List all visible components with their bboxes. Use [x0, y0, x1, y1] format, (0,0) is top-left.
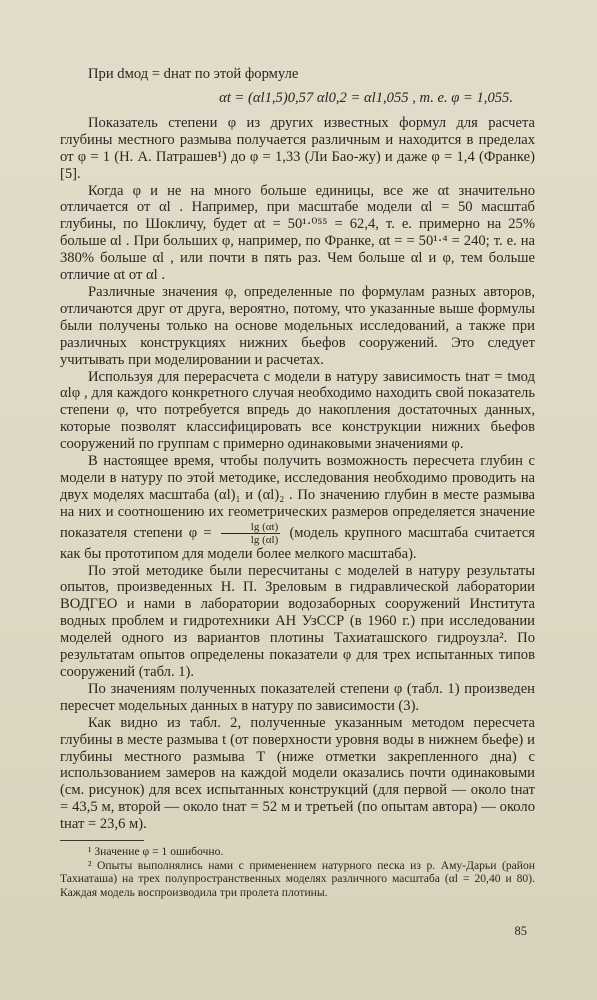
- fraction-denominator: lg (αl): [250, 533, 279, 546]
- paragraph-methodology: [60, 453, 535, 563]
- footnote-2: ² Опыты выполнялись нами с применением натурного песка из р. Аму-Дарьи (район Тахиаташа) на трех полупространственных моделях различного масштаба (αl = 20,40 и 80). Каждая модель воспроизводила три пролета плотины.: [60, 858, 535, 899]
- paragraph-experiments: По этой методике были пересчитаны с моделей в натуру результаты опытов, произведенных Н. П. Зреловым в гидравлической лаборатории ВОДГЕО и нами в лаборатории водозаборных сооружений Института водных проблем и гидротехники АН УзССР (в 1960 г.) при исследовании моделей одного из вариантов плотины Тахиаташского гидроузла². По результатам опытов определены показатели φ для трех испытанных типов сооружений (табл. 1).: [60, 562, 535, 680]
- paragraph-recalc-results: По значениям полученных показателей степени φ (табл. 1) произведен пересчет модельных данных в натуру по зависимости (3).: [60, 680, 535, 714]
- paragraph-methodology-text: В настоящее время, чтобы получить возможность пересчета глубин с модели в натуру по этой методике, исследования необходимо проводить на двух моделях масштаба (αl)₁ и (αl)₂ . По значению глубин в месте размыва на них и соотношению их геометрических размеров определяется значение показателя степени φ =: [60, 453, 535, 541]
- formula-intro-line: При dмод = dнат по этой формуле: [88, 66, 299, 82]
- footnote-divider: [60, 840, 144, 841]
- footnote-1: ¹ Значение φ = 1 ошибочно.: [88, 845, 224, 859]
- paragraph-recalculation: Используя для перерасчета с модели в натуру зависимость tнат = tмод αlφ , для каждого конкретного случая необходимо находить свой показатель степени φ, что потребуется впредь до накопления достаточных данных, которые позволят классифицировать все конструкции нижних бьефов сооружений по группам с примерно одинаковыми значениями φ.: [60, 368, 535, 453]
- paragraph-scale-example: Когда φ и не на много больше единицы, все же αt значительно отличается от αl . Например, при масштабе модели αl = 50 масштаб глубины, по Шокличу, будет αt = 50¹·⁰⁵⁵ = 62,4, т. е. примерно на 25% больше αl . При больших φ, например, по Франке, αt = = 50¹·⁴ = 240; т. е. на 380% больше αl , или почти в пять раз. Чем больше αl и φ, тем больше отличие αt от αl .: [60, 182, 535, 284]
- exponent-fraction: [221, 521, 280, 546]
- paragraph-table-2: Как видно из табл. 2, полученные указанным методом пересчета глубины в месте размыва t (от поверхности уровня воды в нижнем бьефе) и глубины местного размыва T (ниже отметки закрепленного дна) с использованием замеров на каждой модели оказались почти одинаковыми (см. рисунок) для всех испытанных конструкций (для первой — около tнат = 43,5 м, второй — около tнат = 52 м и третьей (по опытам автора) — около tнат = 23,6 м).: [60, 714, 535, 833]
- page-number: 85: [514, 924, 527, 938]
- paragraph-exponent-range: Показатель степени φ из других известных формул для расчета глубины местного размыва получается различным и находится в пределах от φ = 1 (Н. А. Патрашев¹) до φ = 1,33 (Ли Бао-жу) и даже φ = 1,4 (Франке) [5].: [60, 114, 535, 182]
- paragraph-methodology-tail: (модель крупного масштаба считается как бы прототипом для модели более мелкого масштаба).: [60, 524, 535, 562]
- fraction-numerator: lg (αt): [221, 521, 280, 534]
- formula: αt = (αl1,5)0,57 αl0,2 = αl1,055 , т. е. φ = 1,055.: [219, 89, 513, 106]
- paragraph-different-values: Различные значения φ, определенные по формулам разных авторов, отличаются друг от друга, вероятно, потому, что указанные выше формулы были получены только на основе модельных исследований, а также при различных конструкциях нижних бьефов сооружений. Это следует учитывать при моделировании и расчетах.: [60, 283, 535, 368]
